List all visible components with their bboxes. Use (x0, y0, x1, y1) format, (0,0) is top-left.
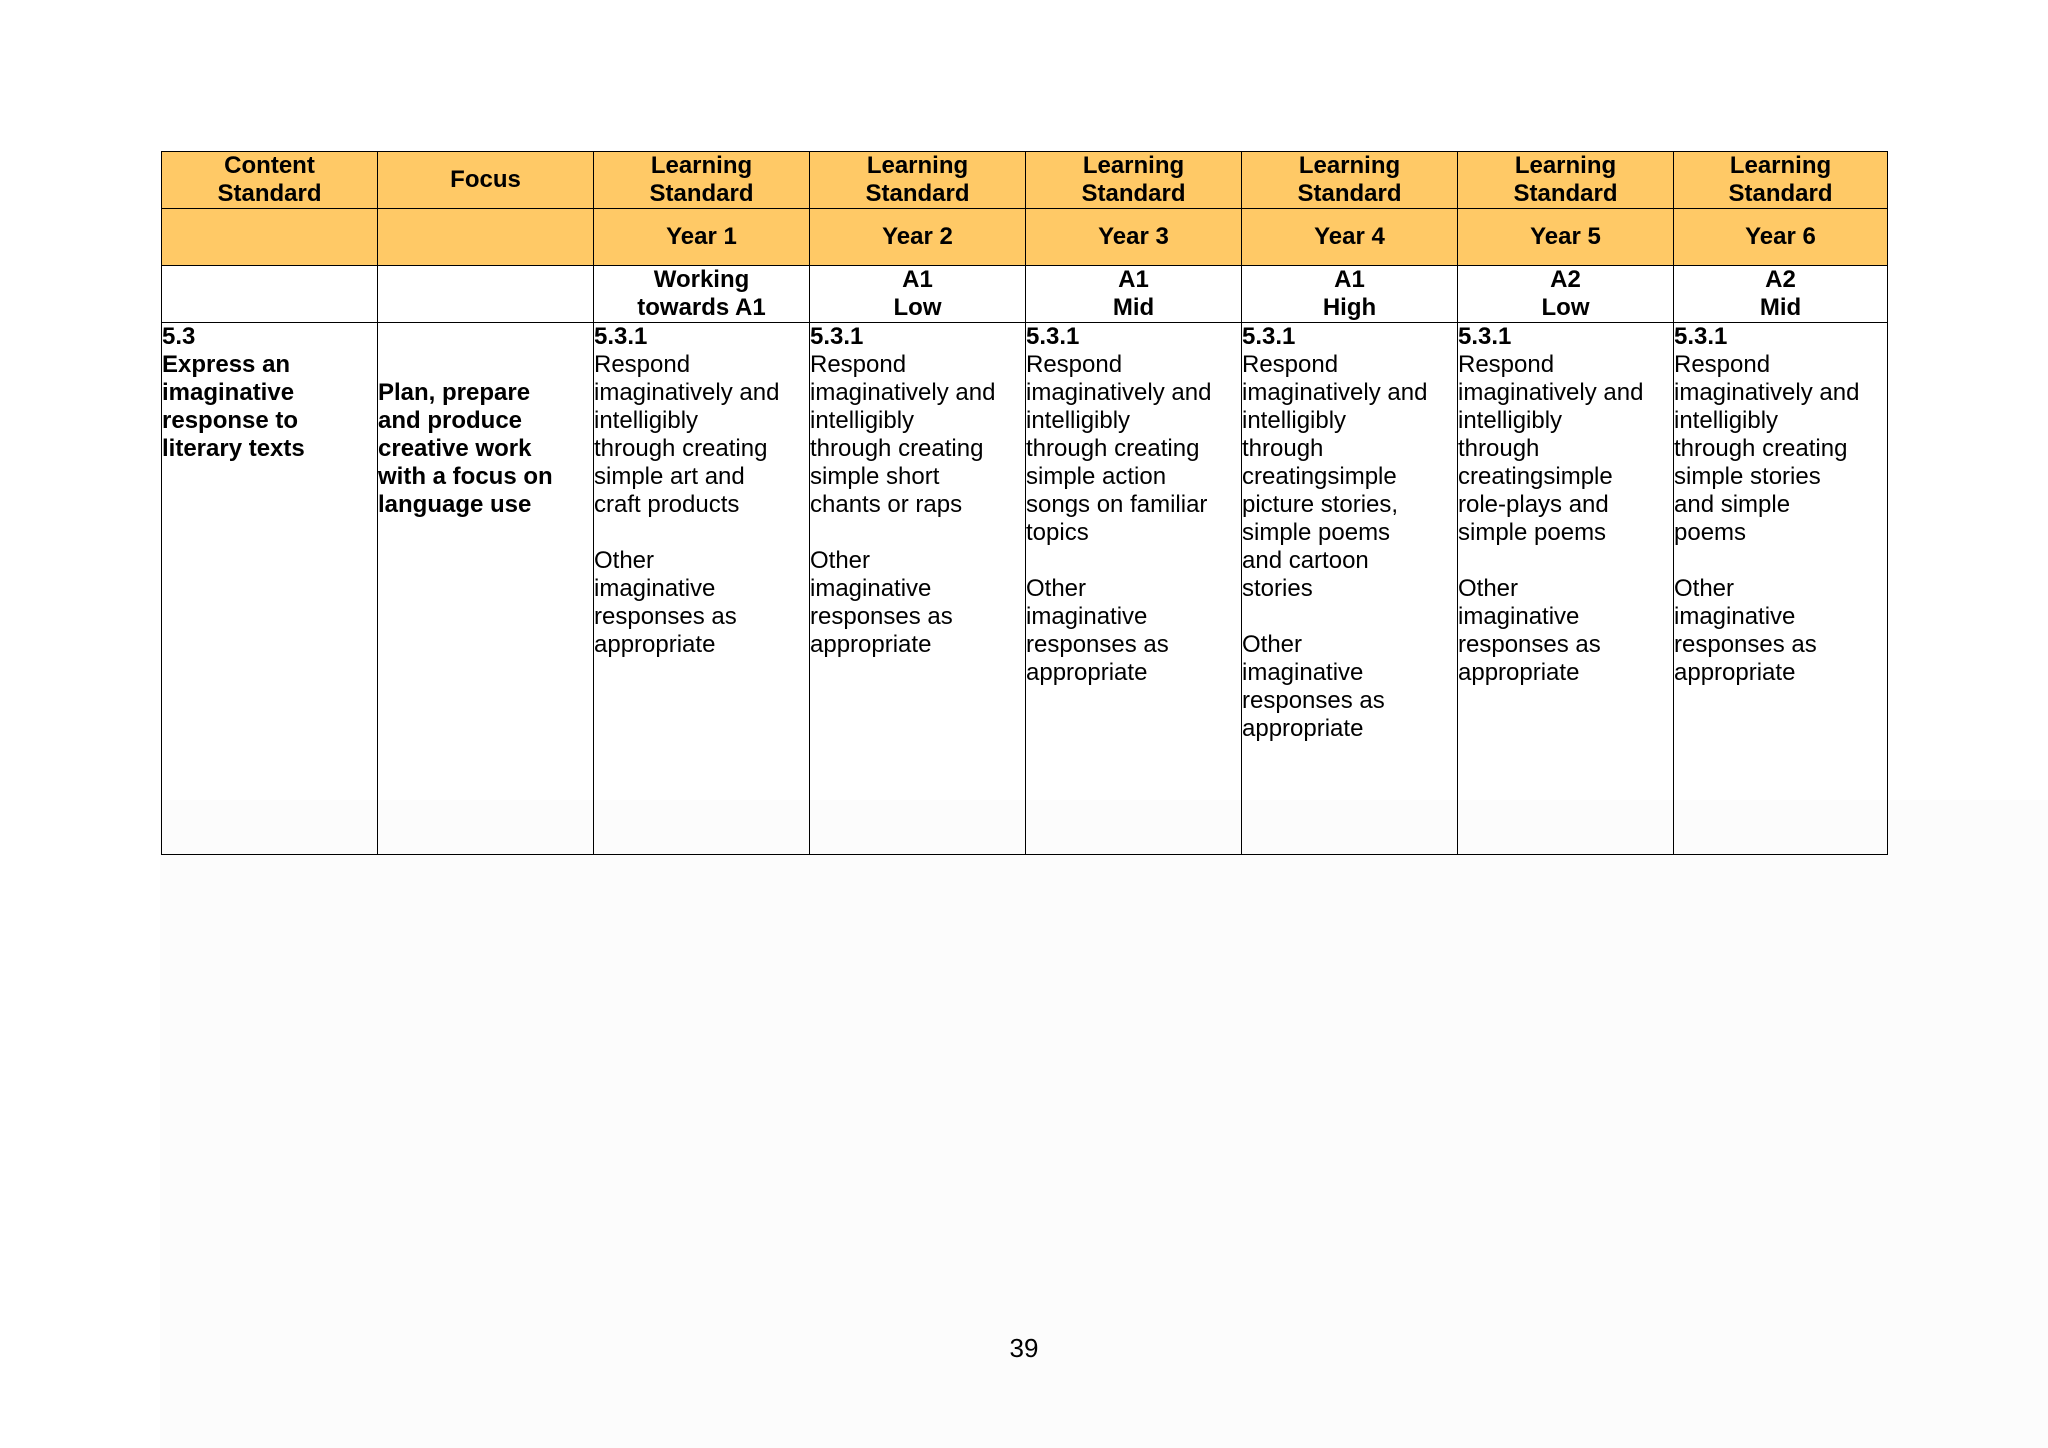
standard-code: 5.3.1 (1458, 323, 1512, 350)
standard-code: 5.3.1 (594, 323, 648, 350)
header-empty-cell (378, 209, 594, 266)
header-row-years (162, 209, 1888, 266)
header-focus: Focus (378, 152, 594, 209)
content-standard-cell (162, 323, 378, 855)
header-learning-standard: Learning Standard (594, 152, 810, 209)
level-row (162, 266, 1888, 323)
content-standard-text: Express an imaginative response to literary texts (162, 351, 305, 462)
standard-code: 5.3.1 (1242, 323, 1296, 350)
standard-text: Respond imaginatively and intelligibly through creating simple short chants or raps Other imaginative responses as appropriate (810, 351, 996, 658)
year-header: Year 5 (1458, 209, 1674, 266)
learning-standard-cell (1026, 323, 1242, 855)
learning-standard-cell (810, 323, 1026, 855)
focus-text: Plan, prepare and produce creative work with a focus on language use (378, 379, 553, 518)
page-number: 39 (1009, 1333, 1039, 1363)
standard-code: 5.3.1 (1674, 323, 1728, 350)
focus-cell (378, 323, 594, 855)
level-cell: Working towards A1 (594, 266, 810, 323)
curriculum-table (161, 151, 1888, 855)
standard-text: Respond imaginatively and intelligibly through creatingsimple role-plays and simple poems Other imaginative responses as appropriate (1458, 351, 1644, 686)
level-cell: A1 Low (810, 266, 1026, 323)
level-cell: A1 Mid (1026, 266, 1242, 323)
header-empty-cell (162, 209, 378, 266)
learning-standard-cell (1458, 323, 1674, 855)
year-header: Year 3 (1026, 209, 1242, 266)
header-learning-standard: Learning Standard (1242, 152, 1458, 209)
header-learning-standard: Learning Standard (1026, 152, 1242, 209)
header-learning-standard: Learning Standard (1674, 152, 1888, 209)
level-empty-cell (378, 266, 594, 323)
content-row (162, 323, 1888, 855)
year-header: Year 2 (810, 209, 1026, 266)
standard-code: 5.3.1 (810, 323, 864, 350)
year-header: Year 6 (1674, 209, 1888, 266)
learning-standard-cell (594, 323, 810, 855)
standard-text: Respond imaginatively and intelligibly through creating simple stories and simple poems Other imaginative responses as appropriate (1674, 351, 1860, 686)
year-header: Year 1 (594, 209, 810, 266)
header-learning-standard: Learning Standard (1458, 152, 1674, 209)
header-row-titles (162, 152, 1888, 209)
content-standard-code: 5.3 (162, 323, 196, 350)
learning-standard-cell (1242, 323, 1458, 855)
standard-text: Respond imaginatively and intelligibly through creatingsimple picture stories, simple poems and cartoon stories Other imaginative responses as appropriate (1242, 351, 1428, 742)
standard-text: Respond imaginatively and intelligibly through creating simple art and craft products Other imaginative responses as appropriate (594, 351, 780, 658)
header-content-standard: Content Standard (162, 152, 378, 209)
standard-code: 5.3.1 (1026, 323, 1080, 350)
level-cell: A2 Mid (1674, 266, 1888, 323)
standard-text: Respond imaginatively and intelligibly through creating simple action songs on familiar topics Other imaginative responses as appropriate (1026, 351, 1212, 686)
year-header: Year 4 (1242, 209, 1458, 266)
level-cell: A1 High (1242, 266, 1458, 323)
level-cell: A2 Low (1458, 266, 1674, 323)
level-empty-cell (162, 266, 378, 323)
header-learning-standard: Learning Standard (810, 152, 1026, 209)
learning-standard-cell (1674, 323, 1888, 855)
